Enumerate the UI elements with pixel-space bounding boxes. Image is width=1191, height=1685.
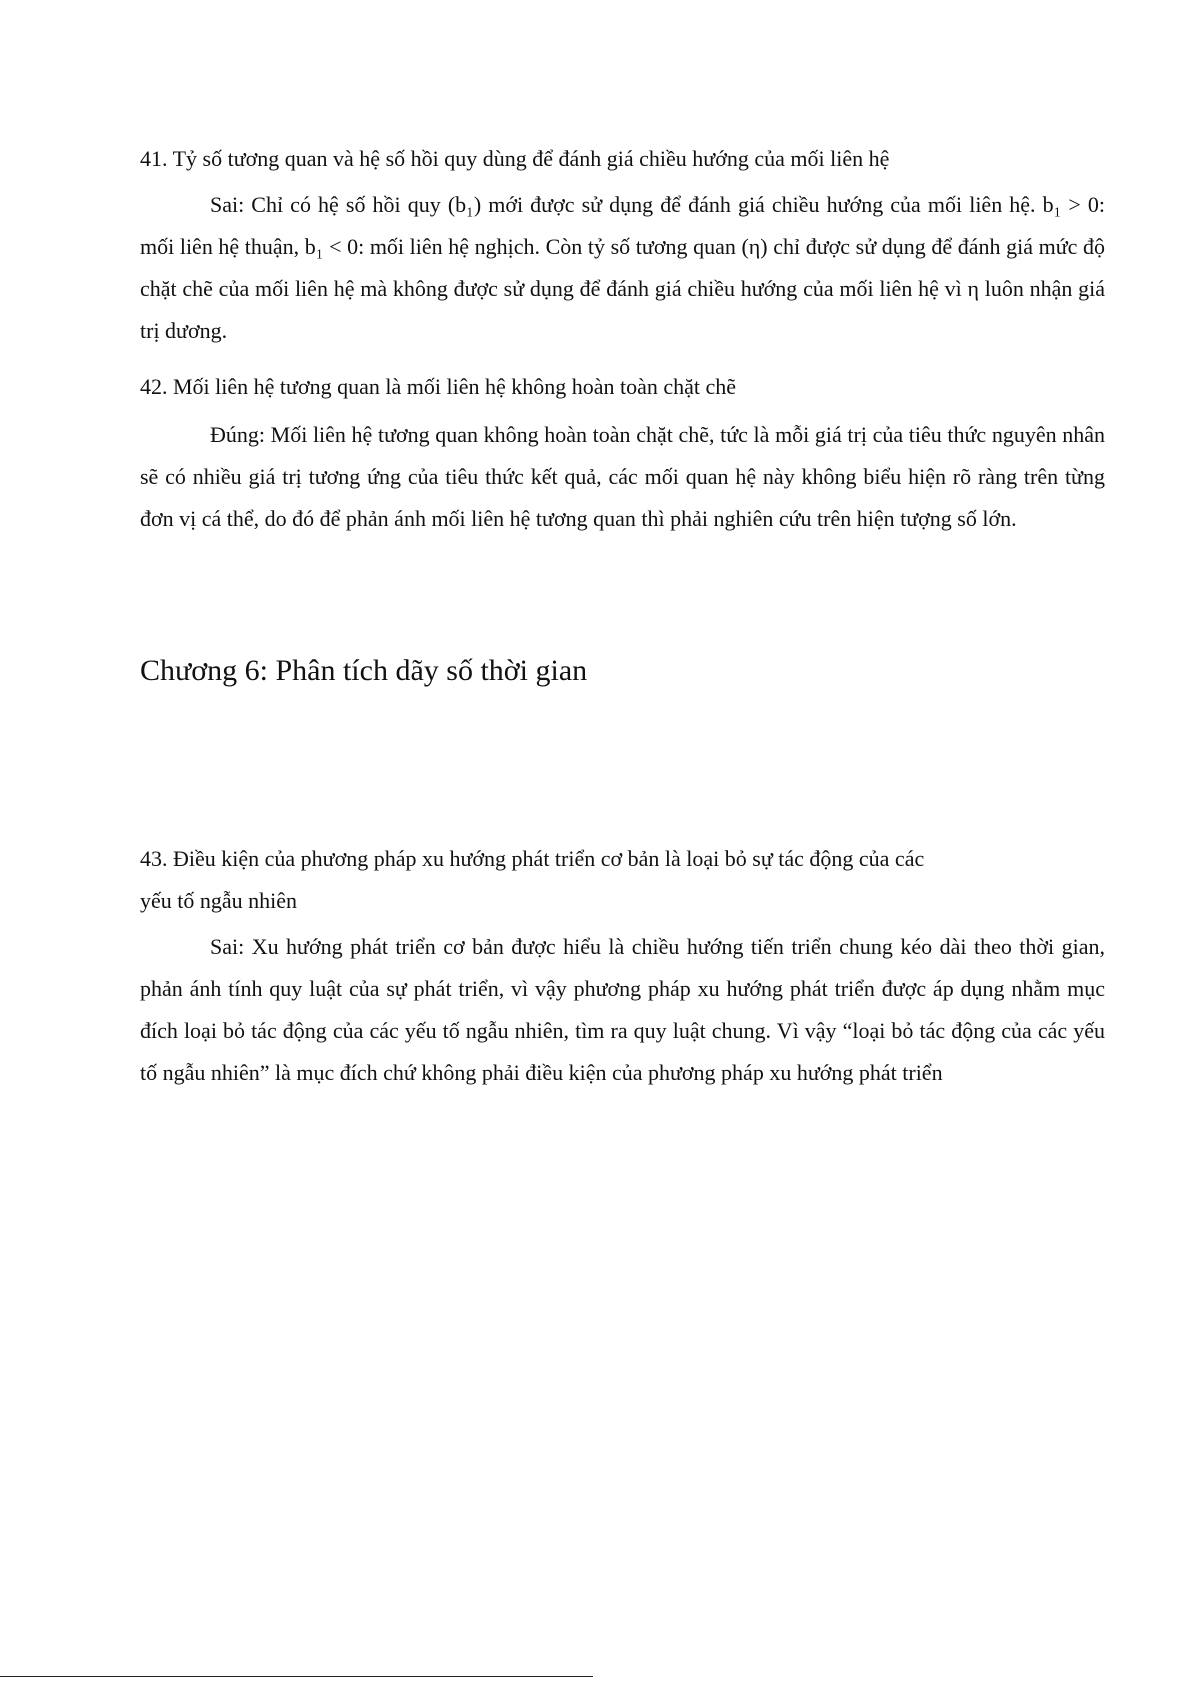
question-41-answer: Sai: Chỉ có hệ số hồi quy (b₁) mới được sử dụng để đánh giá chiều hướng của mối liên hệ. b₁ > 0: mối liên hệ thuận, b₁ < 0: mối liên hệ nghịch. Còn tỷ số tương quan (η) chỉ được sử dụng để đánh giá mức độ chặt chẽ của mối liên hệ mà không được sử dụng để đánh giá chiều hướng của mối liên hệ vì η luôn nhận giá trị dương.	[140, 192, 1105, 343]
question-43-answer: Sai: Xu hướng phát triển cơ bản được hiểu là chiều hướng tiến triển chung kéo dài theo thời gian, phản ánh tính quy luật của sự phát triển, vì vậy phương pháp xu hướng phát triển được áp dụng nhằm mục đích loại bỏ tác động của các yếu tố ngẫu nhiên, tìm ra quy luật chung. Vì vậy “loại bỏ tác động của các yếu tố ngẫu nhiên” là mục đích chứ không phải điều kiện của phương pháp xu hướng phát triển	[140, 934, 1105, 1085]
footnote-divider	[0, 1676, 593, 1677]
question-43-title-line-1: 43. Điều kiện của phương pháp xu hướng phát triển cơ bản là loại bỏ sự tác động của các	[140, 846, 925, 871]
question-42	[140, 366, 1105, 540]
question-42-answer: Đúng: Mối liên hệ tương quan không hoàn toàn chặt chẽ, tức là mỗi giá trị của tiêu thức nguyên nhân sẽ có nhiều giá trị tương ứng của tiêu thức kết quả, các mối quan hệ này không biểu hiện rõ ràng trên từng đơn vị cá thể, do đó để phản ánh mối liên hệ tương quan thì phải nghiên cứu trên hiện tượng số lớn.	[140, 422, 1105, 531]
question-43	[140, 838, 1105, 1094]
question-43-title-line-2: yếu tố ngẫu nhiên	[140, 888, 298, 913]
chapter-title: Chương 6: Phân tích dãy số thời gian	[140, 654, 588, 687]
question-41-title: 41. Tỷ số tương quan và hệ số hồi quy dùng để đánh giá chiều hướng của mối liên hệ	[140, 146, 890, 171]
question-42-title: 42. Mối liên hệ tương quan là mối liên hệ không hoàn toàn chặt chẽ	[140, 374, 737, 399]
chapter-6-heading	[140, 650, 1105, 692]
question-41	[140, 138, 1105, 352]
